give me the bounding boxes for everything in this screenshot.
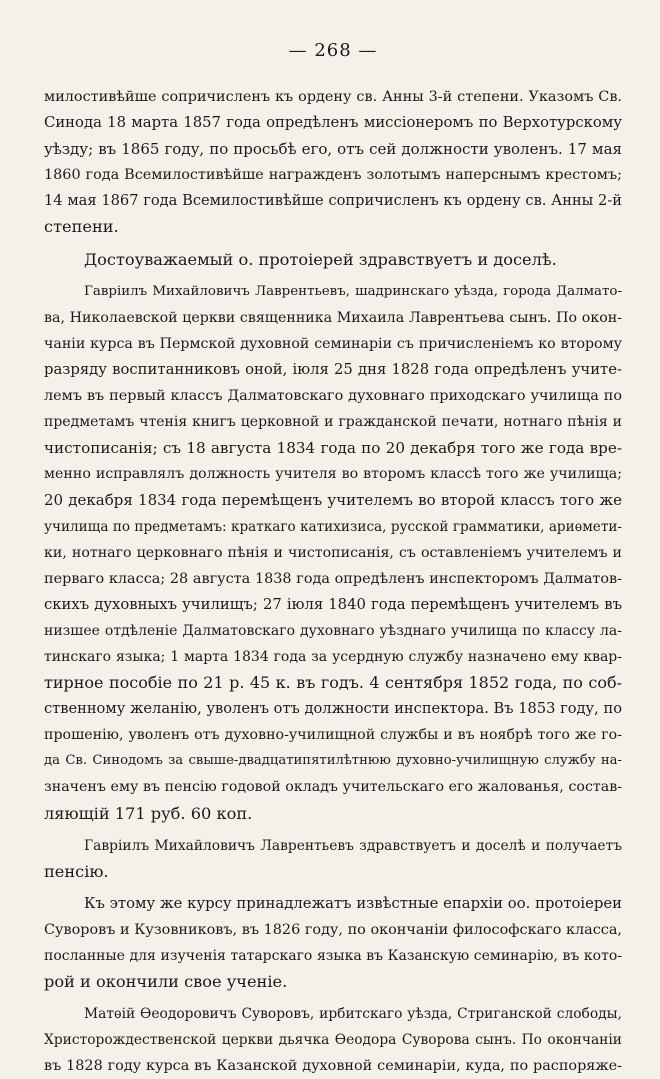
text-line: рой и окончили свое ученiе. [44,972,288,992]
text-line: степени. [44,217,119,237]
text-line: лемъ въ первый классъ Далматовскаго духовнаго приходскаго училища по [44,388,622,405]
text-line: 14 мая 1867 года Всемилостивѣйше сопричисленъ къ ордену св. Анны 2-й [44,192,622,210]
text-line: скихъ духовныхъ училищъ; 27 iюля 1840 года перемѣщенъ учителемъ въ [44,595,622,613]
text-line: менно исправлялъ должность учителя во второмъ классѣ того же училища; [44,466,622,483]
text-line: въ 1828 году курса въ Казанской духовной семинарiи, куда, по распоряже- [44,1058,622,1075]
text-line: училища по предметамъ: краткаго катихизиса, русской грамматики, ариѳмети- [44,518,622,535]
text-line: разряду воспитанниковъ оной, iюля 25 дня 1828 года опредѣленъ учите- [44,360,622,378]
text-line: ки, нотнаго церковнаго пѣнiя и чистописанiя, съ оставленiемъ учителемъ и [44,544,622,561]
text-line: прошенiю, уволенъ отъ духовно-училищной службы и въ ноябрѣ того же го- [44,727,622,744]
body-text [44,84,622,1079]
text-line: ственному желанiю, уволенъ отъ должности инспектора. Въ 1853 году, по [44,700,622,718]
text-line: предметамъ чтенiя книгъ церковной и гражданской печати, нотнаго пѣнiя и [44,414,622,431]
text-line: Матѳiй Ѳеодоровичъ Суворовъ, ирбитскаго уѣзда, Стриганской слободы, [84,1006,622,1023]
text-line: тирное пособiе по 21 р. 45 к. въ годъ. 4 сентября 1852 года, по соб- [44,673,622,693]
text-line: Суворовъ и Кузовниковъ, въ 1826 году, по окончанiи философскаго класса, [44,921,622,938]
text-line: 20 декабря 1834 года перемѣщенъ учителемъ во второй классъ того же [44,491,622,510]
text-line: уѣзду; въ 1865 году, по просьбѣ его, отъ сей должности уволенъ. 17 мая [44,140,622,159]
text-line: посланные для изученiя татарскаго языка въ Казанскую семинарiю, въ кото- [44,948,622,964]
text-line: Гаврiилъ Михайловичъ Лаврентьевъ здравствуетъ и доселѣ и получаетъ [84,837,622,854]
text-line: Къ этому же курсу принадлежатъ извѣстные епархiи оо. протоiереи [84,894,622,912]
text-line: Синода 18 марта 1857 года опредѣленъ миссiонеромъ по Верхотурскому [44,114,622,132]
text-line: чанiи курса въ Пермской духовной семинарiи съ причисленiемъ ко второму [44,335,622,352]
text-line: перваго класса; 28 августа 1838 года опредѣленъ инспекторомъ Далматов- [44,570,622,587]
text-line: ляющiй 171 руб. 60 коп. [44,803,253,823]
text-line: тинскаго языка; 1 марта 1834 года за усердную службу назначено ему квар- [44,648,622,665]
text-line: значенъ ему въ пенсiю годовой окладъ учительскаго его жалованья, состав- [44,779,622,796]
text-line: чистописанiя; съ 18 августа 1834 года по 20 декабря того же года вре- [44,439,622,458]
text-line: пенсiю. [44,861,109,881]
page-number: — 268 — [288,40,378,61]
text-line: Гаврiилъ Михайловичъ Лаврентьевъ, шадринскаго уѣзда, города Далмато- [84,283,622,299]
text-line: Достоуважаемый о. протоiерей здравствуетъ и доселѣ. [84,249,557,269]
text-line: низшее отдѣленiе Далматовскаго духовнаго уѣзднаго училища по классу ла- [44,622,622,639]
text-line: 1860 года Всемилостивѣйше награжденъ золотымъ наперснымъ крестомъ; [44,167,622,184]
text-line: милостивѣйше сопричисленъ къ ордену св. Анны 3-й степени. Указомъ Св. [44,89,622,105]
text-line: да Св. Синодомъ за свыше-двадцатипятилѣтнюю духовно-училищную службу на- [44,753,622,769]
text-line: Христорождественской церкви дьячка Ѳеодора Суворова сынъ. По окончанiи [44,1032,622,1049]
text-line: ва, Николаевской церкви священника Михаила Лаврентьева сынъ. По окон- [44,309,622,326]
